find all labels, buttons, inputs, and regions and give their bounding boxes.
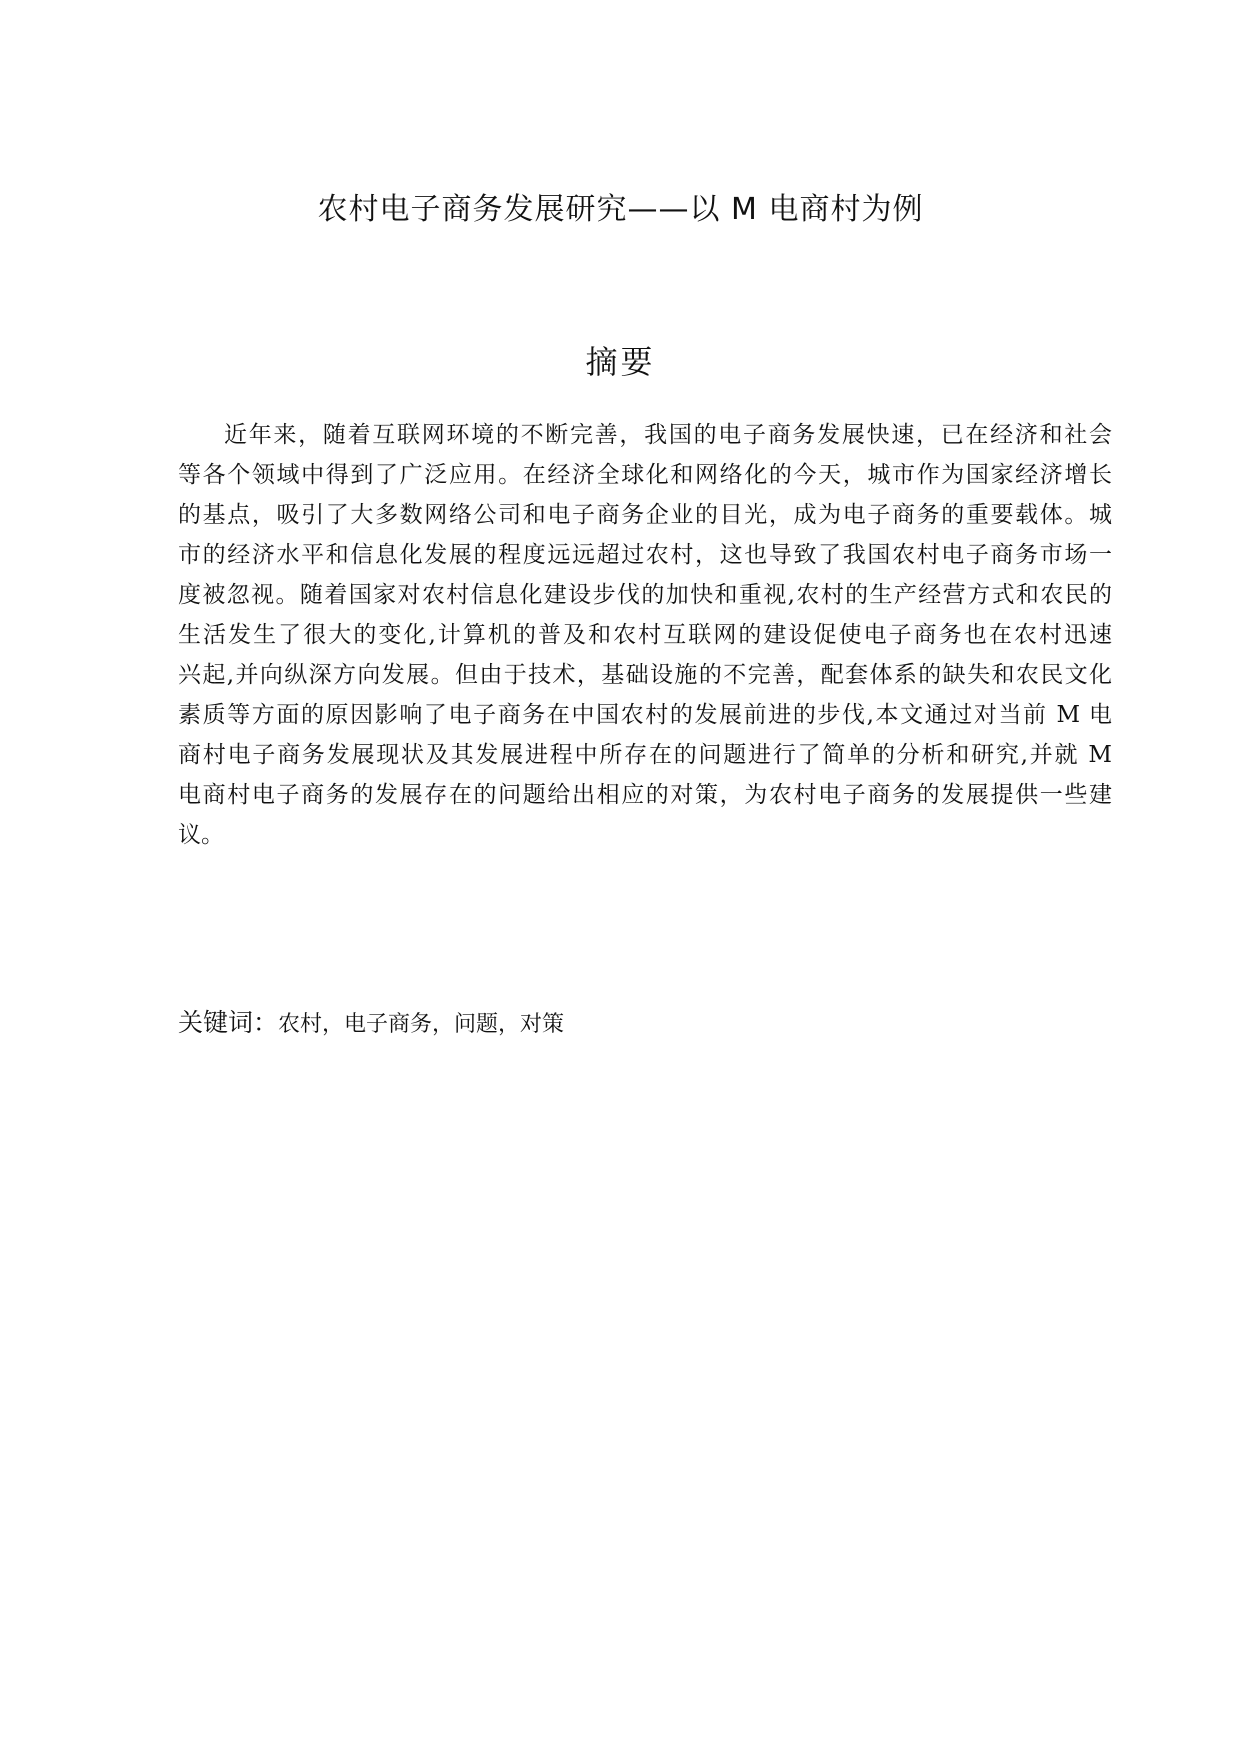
abstract-line: 素质等方面的原因影响了电子商务在中国农村的发展前进的步伐,本文通过对当前 M 电	[178, 702, 1112, 728]
abstract-line: 议。	[178, 822, 224, 848]
abstract-line: 商村电子商务发展现状及其发展进程中所存在的问题进行了简单的分析和研究,并就 M	[178, 742, 1112, 768]
keywords-values: 农村，电子商务，问题，对策	[278, 1012, 565, 1037]
document-title: 农村电子商务发展研究——以 M 电商村为例	[317, 192, 924, 227]
keywords-line	[178, 1003, 1112, 1047]
keywords-label: 关键词：	[178, 1008, 279, 1037]
abstract-line: 度被忽视。随着国家对农村信息化建设步伐的加快和重视,农村的生产经营方式和农民的	[178, 582, 1112, 608]
abstract-line: 近年来，随着互联网环境的不断完善，我国的电子商务发展快速，已在经济和社会	[224, 422, 1112, 448]
abstract-paragraph	[178, 415, 1112, 855]
abstract-line: 等各个领域中得到了广泛应用。在经济全球化和网络化的今天，城市作为国家经济增长	[178, 462, 1112, 488]
abstract-line: 生活发生了很大的变化,计算机的普及和农村互联网的建设促使电子商务也在农村迅速	[178, 622, 1112, 648]
abstract-line: 市的经济水平和信息化发展的程度远远超过农村，这也导致了我国农村电子商务市场一	[178, 542, 1112, 568]
abstract-line: 兴起,并向纵深方向发展。但由于技术，基础设施的不完善，配套体系的缺失和农民文化	[178, 662, 1112, 688]
abstract-heading: 摘要	[585, 343, 656, 381]
abstract-line: 的基点，吸引了大多数网络公司和电子商务企业的目光，成为电子商务的重要载体。城	[178, 502, 1112, 528]
abstract-line: 电商村电子商务的发展存在的问题给出相应的对策，为农村电子商务的发展提供一些建	[178, 782, 1112, 808]
